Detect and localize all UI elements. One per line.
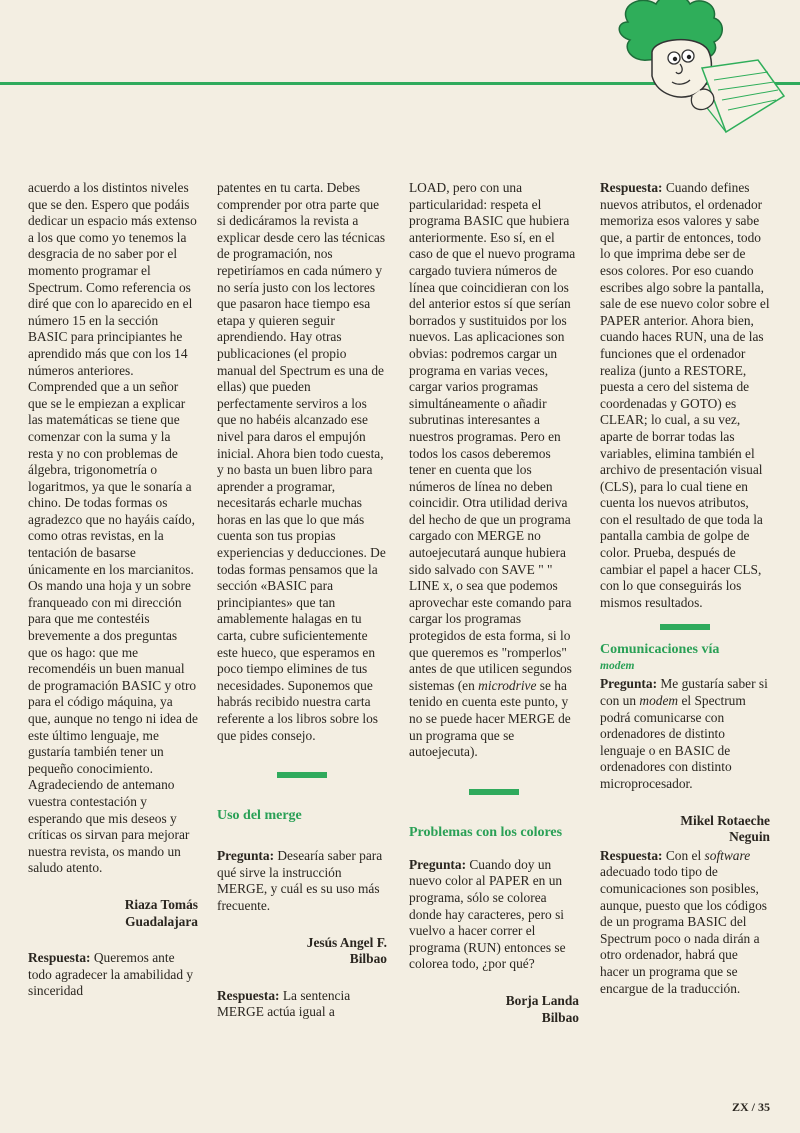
question-signature [600, 813, 770, 846]
section-subtitle: modem [600, 660, 635, 673]
answer-paragraph [28, 950, 198, 1000]
column-1 [28, 180, 198, 1000]
question-paragraph [409, 857, 579, 973]
answer-paragraph [600, 180, 770, 611]
question-text: Cuando doy un nuevo color al PAPER en un programa, sólo se colorea donde hay caracteres, pero si vuelvo a hacer correr el programa (RUN) entonces se colorea todo, ¿por qué? [409, 856, 566, 972]
letter-body: acuerdo a los distintos niveles que se den. Espero que podáis dedicar un espacio más extenso a los que como yo tenemos la desgracia de no saber por el momento programar el Spectrum. Como referencia os diré que con lo aparecido en el número 15 en la sección BASIC para principiantes he aprendido más que con los 14 números anteriores. Comprended que a un señor que se le empiezan a explicar las matemáticas se tiene que comenzar con la suma y la resta y no con problemas de álgebra, trigonometría o logaritmos, ya que le sonaría a chino. De todas formas os agradezco que no hayáis caído, como otras revistas, en la tentación de basarse únicamente en los marcianitos. Os mando una hoja y un sobre franqueado con mi dirección para que me contestéis brevemente a dos preguntas que os hago: que me recomendéis un buen manual de programación BASIC y otro para el código máquina, ya que, aunque no tengo ni idea de este último lenguaje, me gustaría también tener un pequeño conocimiento. Agradeciendo de antemano vuestra contestación y esperando que mis deseos y críticas os sirvan para mejorar nuestra revista, os mando un saludo atento. [28, 180, 198, 876]
signature-city: Bilbao [349, 951, 387, 967]
question-text-part-2: el Spectrum podrá comunicarse con ordenadores de distinto lenguaje o en BASIC de ordenadores con distinto microprocesador. [600, 693, 746, 791]
section-title [600, 642, 770, 674]
signature-name: Jesús Angel F. [306, 934, 387, 950]
answer-body: patentes en tu carta. Debes comprender por otra parte que si dedicáramos la revista a explicar desde cero las técnicas de programación, nos repetiríamos en cada número y no sería justo con los lectores que pasaron hace tiempo esa etapa y quieren seguir aprendiendo. Hay otras publicaciones (el propio manual del Spectrum es una de ellas) que pueden perfectamente serviros a los que no habéis alcanzado ese nivel para daros el empujón inicial. Ahora bien todo cuesta, y no basta un buen libro para aprender a programar, necesitarás echarle muchas horas en las que lo que más cuenta son tus propias experiencias y deducciones. De todas formas pensamos que la sección «BASIC para principiantes» que tan amablemente halagas en tu carta, cubre suficientemente este hueco, que esperamos en poco tiempo elimines de tus necesidades. Suponemos que habrás recibido nuestra carta referente a los libros sobre los que pides consejo. [217, 180, 386, 743]
question-text: Desearía saber para qué sirve la instrucción MERGE, y cuál es su uso más frecuente. [217, 848, 383, 913]
answer-body-part-1: LOAD, pero con una particularidad: respeta el programa BASIC que hubiera anteriormente. Eso sí, en el caso de que el nuevo programa cargado tuviera números de línea que coincidieran con los del anterior estos sí que serían borrados y sustituidos por los nuevos. Las aplicaciones son obvias: podremos cargar un programa en varias veces, cargar varios programas simultáneamente o añadir subrutinas interesantes a nuestros programas. Pero en todos los casos deberemos tener en cuenta que los números de línea no deben coincidir. Otra utilidad deriva del hecho de que un programa cargado con MERGE no autoejecutará aunque hubiera sido salvado con SAVE " " LINE x, o sea que podemos aprovechar este comando para cargar los programas protegidos de esta forma, si lo que queremos es "romperlos" antes de que utilicen segundos sistemas (en [409, 180, 576, 693]
answer-label: Respuesta: [28, 950, 91, 966]
column-2 [217, 180, 387, 1021]
answer-text: La sentencia MERGE actúa igual a [217, 987, 351, 1020]
answer-label: Respuesta: [600, 180, 663, 195]
question-paragraph [217, 848, 387, 914]
answer-text-part-1: Con el [662, 847, 705, 863]
answer-label: Respuesta: [600, 847, 663, 863]
section-divider [469, 789, 519, 795]
section-title-text: Comunicaciones vía [600, 642, 720, 658]
question-signature [217, 935, 387, 968]
answer-paragraph [217, 988, 387, 1021]
answer-label: Respuesta: [217, 987, 280, 1003]
signature-city: Guadalajara [125, 913, 198, 929]
answer-body-emphasis: microdrive [478, 677, 537, 693]
question-text-part-1: Me gustaría saber si con un [600, 676, 768, 709]
question-label: Pregunta: [217, 848, 275, 864]
letter-signature [28, 897, 198, 930]
section-title: Uso del merge [217, 808, 302, 824]
reading-mascot-illustration [608, 0, 800, 140]
answer-text: Cuando defines nuevos atributos, el ordenador memoriza esos valores y sabe que, a partir de entonces, todo lo que imprima debe ser de esos colores. Por eso cuando escribes algo sobre la pantalla, sale de ese nuevo color sobre el PAPER anterior. Ahora bien, cuando haces RUN, una de las funciones que el ordenador realiza (junto a RESTORE, puesta a cero del sistema de coordenadas y GOTO) es CLEAR; lo cual, a su vez, aparte de borrar todas las variables, elimina también el archivo de presentación visual (CLS), para lo cual tiene en cuenta los nuevos atributos, con el resultado de que toda la pantalla cambia de golpe de color. Prueba, después de cambiar el papel a hacer CLS, con lo que conseguirás los mismos resultados. [600, 180, 770, 610]
column-4 [600, 180, 770, 997]
signature-city: Bilbao [541, 1009, 579, 1025]
signature-name: Mikel Rotaeche [680, 812, 770, 828]
question-emphasis: modem [639, 693, 679, 709]
question-paragraph [600, 676, 770, 792]
section-divider [277, 772, 327, 778]
answer-text-part-2: adecuado todo tipo de comunicaciones son posibles, aunque, puesto que los códigos de un programa BASIC del Spectrum poco o nada dirán a otro ordenador, habrá que hacer un programa que se encargue de la traducción. [600, 864, 767, 996]
answer-text: Queremos ante todo agradecer la amabilidad y sinceridad [28, 950, 194, 999]
section-title: Problemas con los colores [409, 824, 563, 840]
answer-emphasis: software [704, 847, 751, 863]
answer-paragraph [600, 848, 770, 997]
signature-name: Borja Landa [505, 992, 579, 1008]
signature-name: Riaza Tomás [124, 896, 198, 912]
column-3 [409, 180, 579, 1026]
question-label: Pregunta: [409, 856, 467, 872]
signature-city: Neguin [729, 829, 770, 845]
answer-body-part-2: se ha tenido en cuenta este punto, y no se puede hacer MERGE de un programa que se autoejecuta). [409, 677, 571, 760]
question-label: Pregunta: [600, 676, 658, 692]
answer-body [409, 180, 579, 761]
question-signature [409, 993, 579, 1026]
page-number: ZX / 35 [731, 1100, 770, 1114]
section-divider [660, 624, 710, 630]
